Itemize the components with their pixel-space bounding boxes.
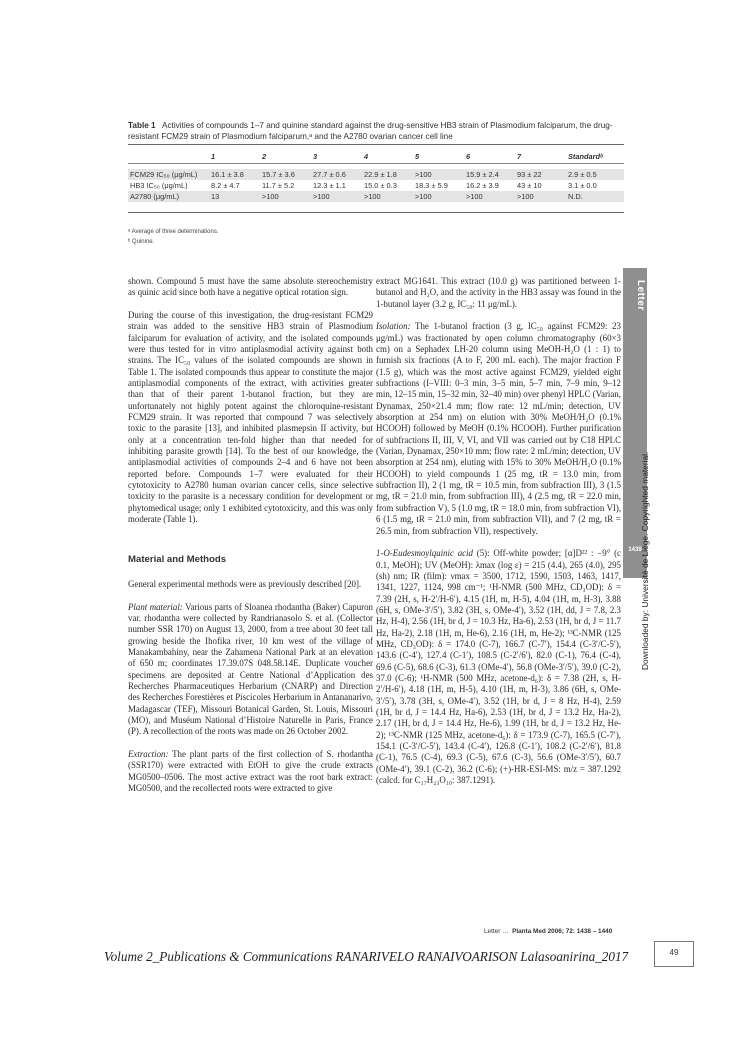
- run-in-label: Extraction:: [128, 748, 169, 759]
- table-row: [128, 191, 624, 202]
- table-cell: HB3 IC₅₀ (μg/mL): [130, 181, 188, 190]
- compound-name: 1-O-Eudesmoylquinic acid: [376, 548, 473, 559]
- table-cell: >100: [364, 191, 415, 202]
- table-row: [128, 180, 624, 191]
- table-row: [128, 169, 624, 180]
- table-cell: >100: [313, 191, 364, 202]
- paragraph: [376, 321, 621, 537]
- paragraph: General experimental methods were as previously described [20].: [128, 578, 362, 589]
- paragraph: [376, 548, 621, 786]
- table-caption: [128, 120, 628, 142]
- paragraph: During the course of this investigation, the drug-resistant FCM29 strain was added to the sensitive HB3 strain of Plasmodium falciparum for evaluation of activity, and the isolated compounds were thus tested for in vitro antiplasmodial activity against both strains. The IC₅₀ values of the isolated compounds are shown in Table 1. The isolated compounds thus appear to constitute the major antiplasmodial components of the extract, with activities greater than that of their parent 1-butanol fraction, but they are unfortunately not highly potent against the chloroquine-resistant FCM29 strain. It was reported that compound 7 was selectively toxic to the parasite [13], and inhibited plasmepsin II activity, but only at a concentration ten-fold higher than that needed for inhibiting parasite growth [14]. To the best of our knowledge, the antiplasmodial activities of compounds 2–4 and 6 have not been reported before. Compounds 1–7 were evaluated for their cytotoxicity to A2780 human ovarian cancer cells, since selective toxicity to the parasite is a necessary condition for development or phytomedical usage; only 1 exhibited cytotoxicity, and this was only moderate (Table 1).: [128, 309, 373, 525]
- paragraph: extract MG1641. This extract (10.0 g) was partitioned between 1-butanol and H₂O, and the activity in the HB3 assay was found in the 1-butanol layer (3.2 g, IC₅₀: 11 μg/mL).: [376, 276, 621, 309]
- table-cell: 22.9 ± 1.8: [364, 169, 415, 180]
- left-text-column: [128, 276, 373, 794]
- running-footer: [484, 928, 612, 935]
- table-cell: 12.3 ± 1.1: [313, 181, 346, 190]
- table-cell: 15.9 ± 2.4: [466, 169, 517, 180]
- table-cell: >100: [415, 169, 466, 180]
- running-footer-prefix: Letter …: [484, 928, 509, 935]
- paragraph: shown. Compound 5 must have the same absolute stereochemistry as quinic acid since both have a negative optical rotation sign.: [128, 276, 373, 298]
- table-header-cell: [128, 149, 211, 164]
- table-cell: 8.2 ± 4.7: [211, 181, 240, 190]
- table-cell: 13: [211, 191, 262, 202]
- activity-table: [128, 149, 624, 202]
- table-cell: A2780 (μg/mL): [128, 191, 211, 202]
- volume-footer: Volume 2_Publications & Communications RANARIVELO RANAIVOARISON Lalasoanirina_2017: [104, 949, 629, 964]
- paragraph-text: The plant parts of the first collection of S. rhodantha (SSR170) were extracted with EtOH to give the crude extracts MG0500–0506. The most active extract was the root bark extract: MG0500, and the recollected roots were extracted to give: [128, 748, 373, 793]
- section-side-label: Letter: [635, 280, 646, 311]
- right-text-column: [376, 276, 621, 786]
- section-heading: Material and Methods: [128, 553, 227, 565]
- paragraph-text: Various parts of Sloanea rhodantha (Baker) Capuron var. rhodantha were collected by Randrianasolo S. et al. (Collector number SSR 170) on August 13, 2000, from a tree about 30 feet tall growing beside the Ihofika river, 10 km west of the village of Manakambahiny, near the Zahamena National Park at an elevation of 650 m; coordinates 17.39.07S 048.58.14E. Duplicate voucher specimens are deposited at Centre National d’Application des Recherches Pharmaceutiques Herbarium (CNARP) and Direction des Recherches Forestières et Piscicoles Herbarium in Antananarivo, Madagascar (TEF), Missouri Botanical Garden, St. Louis, Missouri (MO), and Muséum National d’Histoire Naturelle in Paris, France (P). A recollection of the roots was made on 26 October 2002.: [128, 601, 373, 737]
- run-in-label: Isolation:: [376, 321, 411, 332]
- table-cell: 16.2 ± 3.9: [466, 181, 499, 190]
- table-cell: 93 ± 22: [517, 169, 568, 180]
- table-header-row: [128, 149, 624, 164]
- download-notice: Downloaded by: Université de Liège. Copyrighted material.: [640, 451, 650, 670]
- table-header-cell: 4: [364, 149, 415, 164]
- paragraph: [128, 749, 373, 794]
- table-cell: 27.7 ± 0.6: [313, 169, 364, 180]
- table-header-cell: 3: [313, 149, 364, 164]
- table-cell: N.D.: [568, 191, 624, 202]
- table-cell: 18.3 ± 5.9: [415, 181, 448, 190]
- table-header-cell: 2: [262, 149, 313, 164]
- table-cell: 2.9 ± 0.5: [568, 169, 624, 180]
- table-caption-text: Activities of compounds 1–7 and quinine standard against the drug-sensitive HB3 strain of Plasmodium falciparum, the drug-resistant FCM29 strain of Plasmodium falciparum,ᵃ and the A2780 ovarian cancer cell line: [128, 121, 613, 141]
- table-header-cell: 5: [415, 149, 466, 164]
- table-footnote-b: ᵇ Quinine.: [128, 239, 155, 245]
- run-in-label: Plant material:: [128, 601, 183, 612]
- table-header-cell: 7: [517, 149, 568, 164]
- table-cell: 11.7 ± 5.2: [262, 181, 295, 190]
- paragraph-text: (5): Off-white powder; [α]D²² : −9° (c 0.1, MeOH); UV (MeOH): λmax (log ε) = 215 (4.4), 265 (4.0), 295 (sh) nm; IR (film): νmax = 3500, 1712, 1590, 1503, 1463, 1417, 1341, 1227, 1124, 998 cm⁻¹; ¹H-NMR (500 MHz, CD₃OD): δ = 7.39 (2H, s, H-2′/H-6′), 4.15 (1H, m, H-5), 4.04 (1H, m, H-3), 3.88 (6H, s, OMe-3′/5′), 3.82 (3H, s, OMe-4′), 3.52 (1H, dd, J = 7.8, 2.3 Hz, H-4), 2.56 (1H, br d, J = 10.3 Hz, Ha-6), 2.53 (1H, br d, J = 11.7 Hz, Ha-2), 2.18 (1H, m, He-6), 2.16 (1H, m, He-2); ¹³C-NMR (125 MHz, CD₃OD): δ = 174.0 (C-7), 166.7 (C-7′), 154.4 (C-3′/C-5′), 143.6 (C-4′), 127.4 (C-1′), 108.5 (C-2′/6′), 82.0 (C-1), 76.4 (C-4), 69.6 (C-5), 68.6 (C-3), 61.3 (OMe-4′), 56.8 (OMe-3′/5′), 39.0 (C-2), 37.0 (C-6); ¹H-NMR (500 MHz, acetone-d₆): δ = 7.38 (2H, s, H-2′/H-6′), 4.18 (1H, m, H-5), 4.10 (1H, m, H-3), 3.86 (6H, s, OMe-3′/5′), 3.78 (3H, s, OMe-4′), 3.52 (1H, br d, J = 8 Hz, H-4), 2.59 (1H, br d, J = 14.4 Hz, Ha-6), 2.53 (1H, br d, J = 13.2 Hz, Ha-2), 2.17 (1H, br d, J = 14.4 Hz, He-6), 1.99 (1H, br d, J = 13.2 Hz, He-2); ¹³C-NMR (125 MHz, acetone-d₆): δ = 173.9 (C-7), 165.5 (C-7′), 154.1 (C-3′/C-5′), 143.4 (C-4′), 126.8 (C-1′), 108.2 (C-2′/6′), 81.8 (C-1), 76.5 (C-4), 69.3 (C-5), 67.6 (C-3), 56.6 (OMe-3′/5′), 60.7 (OMe-4′), 39.1 (C-2), 36.2 (C-6); (+)-HR-ESI-MS: m/z = 387.1292 (calcd. for C₁₇H₂₃O₁₀: 387.1291).: [376, 548, 621, 786]
- table-header-cell: 1: [211, 149, 262, 164]
- running-footer-journal: Planta Med 2006; 72: 1438 – 1440: [512, 928, 613, 935]
- table-cell: >100: [415, 191, 466, 202]
- table-cell: 16.1 ± 3.8: [211, 169, 262, 180]
- table-bottom-rule: [128, 212, 624, 213]
- table-caption-label: Table 1: [128, 121, 156, 130]
- table-header-cell: Standardᵇ: [568, 149, 624, 164]
- table-cell: >100: [466, 191, 517, 202]
- journal-page-number: 1439: [628, 547, 642, 553]
- table-footnote-a: ᵃ Average of three determinations.: [128, 229, 219, 235]
- table-cell: FCM29 IC₅₀ (μg/mL): [128, 169, 211, 180]
- table-cell: 43 ± 10: [517, 181, 542, 190]
- table-top-rule: [128, 144, 624, 145]
- table-cell: >100: [262, 191, 313, 202]
- table-cell: >100: [517, 191, 568, 202]
- paragraph-text: The 1-butanol fraction (3 g, IC₅₀ against FCM29: 23 μg/mL) was fractionated by open column chromatography (60×3 cm) on a Sephadex LH-20 column using MeOH-H₂O (1 : 1) to furnish six fractions (A to F, 200 mL each). The major fraction F (1.5 g), which was the most active against FCM29, yielded eight subfractions (I–VIII: 0–3 min, 3–5 min, 5–7 min, 7–9 min, 9–12 min, 12–15 min, 15–32 min, 32–40 min) over phenyl HPLC (Varian, Dynamax, 250×21.4 mm; flow rate: 12 mL/min; detection, UV absorption at 254 nm) on elution with 30% MeOH/H₂O (0.1% HCOOH) followed by MeOH (0.1% HCOOH). Further purification of subfractions II, III, V, VI, and VII was carried out by C18 HPLC (Varian, Dynamax, 250×10 mm; flow rate: 2 mL/min; detection, UV absorption at 254 nm), eluting with 15% to 30% MeOH/H₂O (0.1% HCOOH) to yield compounds 1 (25 mg, tR = 13.0 min, from subfraction II), 2 (1 mg, tR = 10.5 min, from subfraction III), 3 (1.5 mg, tR = 21.0 min, from subfraction III), 4 (2.5 mg, tR = 22.0 min, from subfraction V), 5 (1.0 mg, tR = 18.0 min, from subfraction VI), 6 (1.5 mg, tR = 21.0 min, from subfraction VII), and 7 (2 mg, tR = 26.5 min, from subfraction VII), respectively.: [376, 321, 621, 536]
- table-cell: 15.7 ± 3.6: [262, 169, 313, 180]
- paragraph: [128, 602, 373, 738]
- table-cell: 15.0 ± 0.3: [364, 181, 397, 190]
- page-number-box: 49: [654, 941, 694, 967]
- table-header-cell: 6: [466, 149, 517, 164]
- table-cell: 3.1 ± 0.0: [568, 181, 597, 190]
